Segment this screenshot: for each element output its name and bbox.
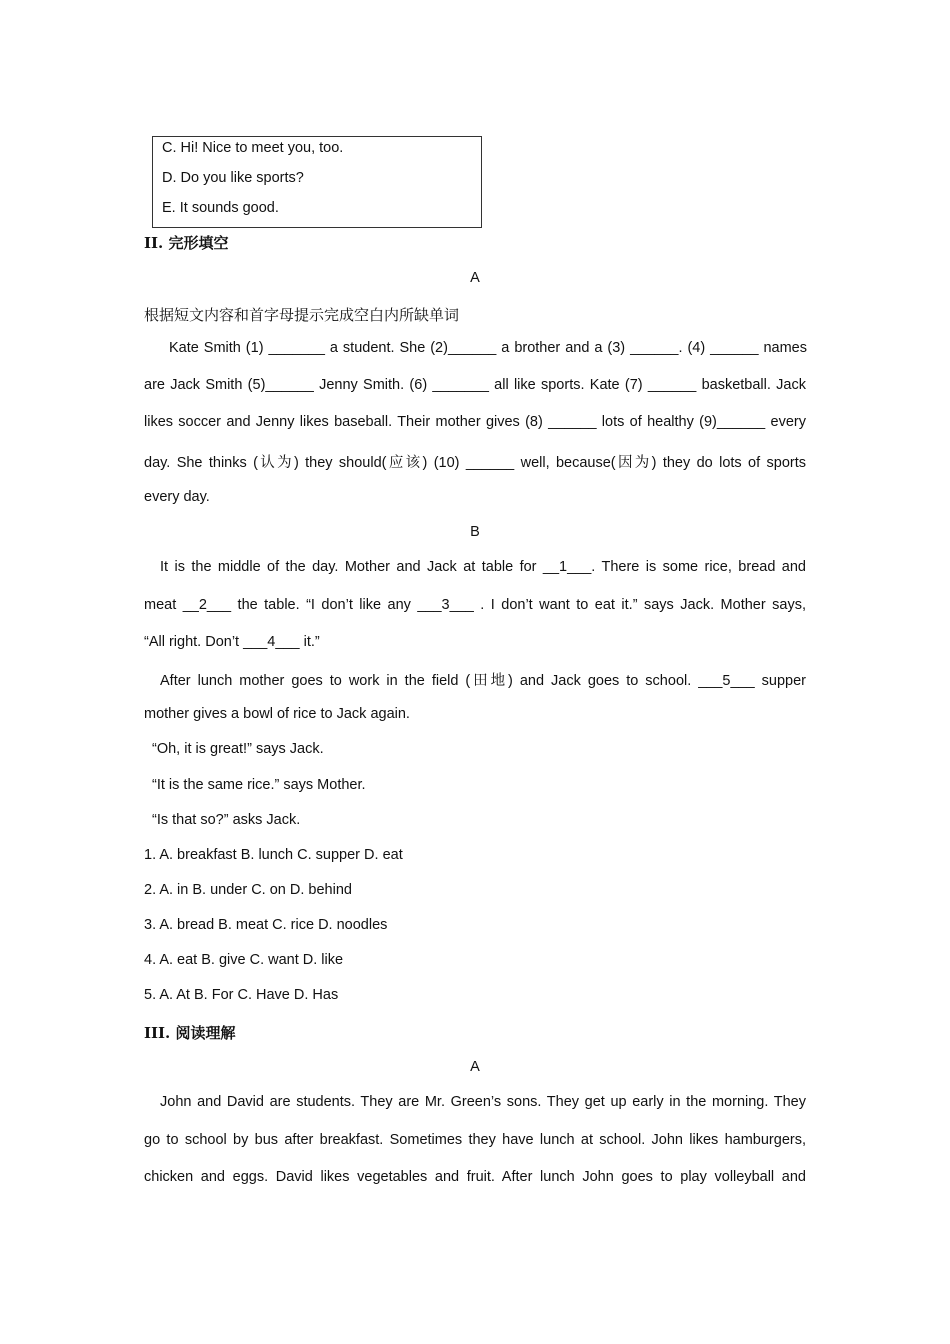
question-4: 4. A. eat B. give C. want D. like [144,952,344,968]
question-5: 5. A. At B. For C. Have D. Has [144,987,339,1003]
section-ii-part-b-label: B [470,524,480,540]
section-ii-instruction: 根据短文内容和首字母提示完成空白内所缺单词 [144,307,460,324]
options-box [152,136,482,228]
section-iii-heading: III. 阅读理解 [144,1024,236,1042]
dialogue-line-3: “Is that so?” asks Jack. [152,812,301,828]
cloze-a-line-1: Kate Smith (1) _______ a student. She (2)______ a brother and a (3) ______. (4) ______ names [169,340,807,356]
question-1: 1. A. breakfast B. lunch C. supper D. eat [144,847,403,863]
cloze-b-para2-line-1: After lunch mother goes to work in the field (田地) and Jack goes to school. ___5___ supper [160,673,806,689]
reading-a-line-1: John and David are students. They are Mr. Green’s sons. They get up early in the morning. They [160,1094,806,1110]
dialogue-line-2: “It is the same rice.” says Mother. [152,777,366,793]
cloze-a-line-4: day. She thinks (认为) they should(应该) (10) ______ well, because(因为) they do lots of sports [144,455,806,471]
cloze-b-para2-line-2: mother gives a bowl of rice to Jack again. [144,706,410,722]
option-c: C. Hi! Nice to meet you, too. [162,140,344,156]
option-d: D. Do you like sports? [162,170,304,186]
cloze-b-para1-line-3: “All right. Don’t ___4___ it.” [144,634,320,650]
section-iii-part-a-label: A [470,1059,480,1075]
cloze-a-line-3: likes soccer and Jenny likes baseball. Their mother gives (8) ______ lots of healthy (9)______ every [144,414,806,430]
question-2: 2. A. in B. under C. on D. behind [144,882,352,898]
section-ii-part-a-label: A [470,270,480,286]
dialogue-line-1: “Oh, it is great!” says Jack. [152,741,324,757]
option-e: E. It sounds good. [162,200,279,216]
reading-a-line-2: go to school by bus after breakfast. Sometimes they have lunch at school. John likes hamburgers, [144,1132,806,1148]
section-ii-heading: II. 完形填空 [144,234,229,252]
cloze-a-line-5: every day. [144,489,210,505]
cloze-b-para1-line-1: It is the middle of the day. Mother and Jack at table for __1___. There is some rice, bread and [160,559,806,575]
question-3: 3. A. bread B. meat C. rice D. noodles [144,917,388,933]
reading-a-line-3: chicken and eggs. David likes vegetables and fruit. After lunch John goes to play volleyball and [144,1169,806,1185]
cloze-b-para1-line-2: meat __2___ the table. “I don’t like any ___3___ . I don’t want to eat it.” says Jack. Mother says, [144,597,806,613]
cloze-a-line-2: are Jack Smith (5)______ Jenny Smith. (6) _______ all like sports. Kate (7) ______ basketball. Jack [144,377,806,393]
